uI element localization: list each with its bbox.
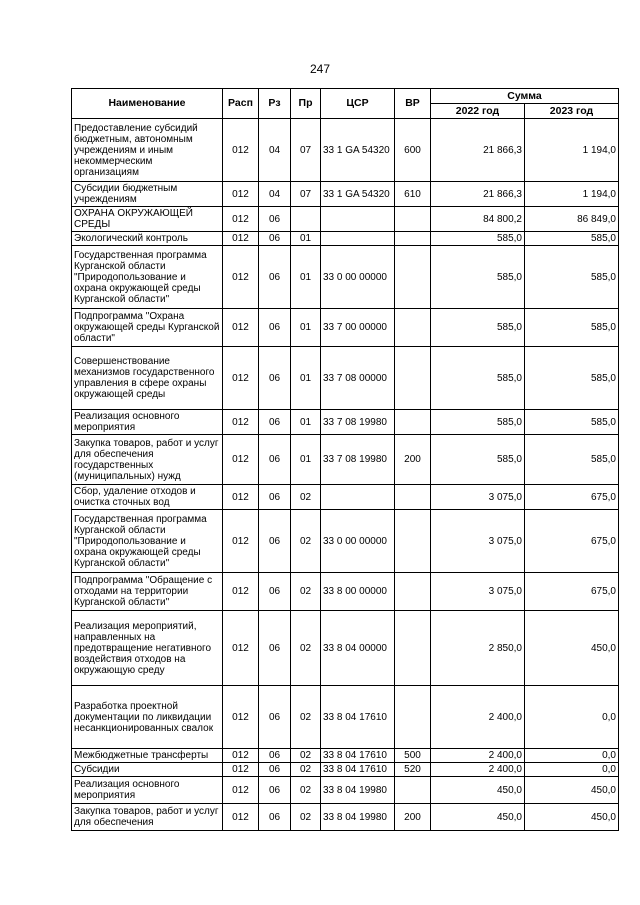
table-row bbox=[72, 309, 619, 347]
cell-2022: 2 400,0 bbox=[431, 749, 525, 763]
cell-rasp: 012 bbox=[223, 804, 259, 831]
table-row bbox=[72, 804, 619, 831]
cell-csr: 33 7 08 00000 bbox=[321, 347, 395, 410]
cell-name: Субсидии бюджетным учреждениям bbox=[72, 182, 223, 207]
cell-rasp: 012 bbox=[223, 510, 259, 573]
cell-pr: 02 bbox=[291, 804, 321, 831]
cell-rz: 06 bbox=[259, 573, 291, 611]
cell-pr: 02 bbox=[291, 749, 321, 763]
cell-vr bbox=[395, 246, 431, 309]
header-rz: Рз bbox=[259, 89, 291, 119]
cell-2023: 675,0 bbox=[525, 485, 619, 510]
header-name: Наименование bbox=[72, 89, 223, 119]
cell-csr: 33 8 04 19980 bbox=[321, 777, 395, 804]
cell-rasp: 012 bbox=[223, 435, 259, 485]
cell-rz: 06 bbox=[259, 347, 291, 410]
cell-pr: 02 bbox=[291, 485, 321, 510]
cell-2022: 21 866,3 bbox=[431, 182, 525, 207]
cell-vr bbox=[395, 686, 431, 749]
cell-rasp: 012 bbox=[223, 182, 259, 207]
cell-2023: 585,0 bbox=[525, 410, 619, 435]
cell-pr: 07 bbox=[291, 119, 321, 182]
cell-rz: 06 bbox=[259, 309, 291, 347]
cell-rz: 06 bbox=[259, 246, 291, 309]
cell-pr: 01 bbox=[291, 232, 321, 246]
header-csr: ЦСР bbox=[321, 89, 395, 119]
cell-name: Реализация основного мероприятия bbox=[72, 777, 223, 804]
cell-name: Подпрограмма "Обращение с отходами на территории Курганской области" bbox=[72, 573, 223, 611]
cell-name: Подпрограмма "Охрана окружающей среды Курганской области" bbox=[72, 309, 223, 347]
cell-2023: 585,0 bbox=[525, 246, 619, 309]
cell-name: Совершенствование механизмов государственного управления в сфере охраны окружающей среды bbox=[72, 347, 223, 410]
cell-vr: 600 bbox=[395, 119, 431, 182]
cell-name: Закупка товаров, работ и услуг для обеспечения государственных (муниципальных) нужд bbox=[72, 435, 223, 485]
cell-vr: 500 bbox=[395, 749, 431, 763]
cell-rasp: 012 bbox=[223, 611, 259, 686]
cell-2023: 585,0 bbox=[525, 309, 619, 347]
cell-csr: 33 1 GA 54320 bbox=[321, 182, 395, 207]
cell-vr: 200 bbox=[395, 435, 431, 485]
cell-pr bbox=[291, 207, 321, 232]
cell-pr: 02 bbox=[291, 573, 321, 611]
cell-2022: 84 800,2 bbox=[431, 207, 525, 232]
cell-2023: 675,0 bbox=[525, 510, 619, 573]
cell-2023: 450,0 bbox=[525, 804, 619, 831]
table-row bbox=[72, 749, 619, 763]
cell-name: Реализация мероприятий, направленных на предотвращение негативного воздействия отходов на окружающую среду bbox=[72, 611, 223, 686]
cell-vr bbox=[395, 485, 431, 510]
cell-csr: 33 7 08 19980 bbox=[321, 435, 395, 485]
cell-pr: 02 bbox=[291, 611, 321, 686]
cell-2022: 585,0 bbox=[431, 410, 525, 435]
cell-2022: 450,0 bbox=[431, 804, 525, 831]
cell-name: Предоставление субсидий бюджетным, автономным учреждениям и иным некоммерческим организациям bbox=[72, 119, 223, 182]
cell-2023: 585,0 bbox=[525, 347, 619, 410]
cell-rasp: 012 bbox=[223, 119, 259, 182]
cell-vr bbox=[395, 777, 431, 804]
cell-2023: 585,0 bbox=[525, 232, 619, 246]
cell-rz: 06 bbox=[259, 804, 291, 831]
cell-csr bbox=[321, 485, 395, 510]
cell-vr bbox=[395, 611, 431, 686]
cell-pr: 02 bbox=[291, 510, 321, 573]
cell-rz: 06 bbox=[259, 749, 291, 763]
cell-2023: 585,0 bbox=[525, 435, 619, 485]
cell-csr: 33 8 04 17610 bbox=[321, 686, 395, 749]
cell-2022: 585,0 bbox=[431, 232, 525, 246]
cell-vr bbox=[395, 207, 431, 232]
cell-rasp: 012 bbox=[223, 686, 259, 749]
cell-vr: 200 bbox=[395, 804, 431, 831]
cell-rz: 04 bbox=[259, 119, 291, 182]
cell-2022: 2 400,0 bbox=[431, 763, 525, 777]
cell-name: Субсидии bbox=[72, 763, 223, 777]
table-row bbox=[72, 485, 619, 510]
cell-rasp: 012 bbox=[223, 777, 259, 804]
cell-rz: 06 bbox=[259, 435, 291, 485]
cell-name: Реализация основного мероприятия bbox=[72, 410, 223, 435]
cell-2022: 585,0 bbox=[431, 347, 525, 410]
cell-2023: 450,0 bbox=[525, 611, 619, 686]
cell-2023: 86 849,0 bbox=[525, 207, 619, 232]
cell-name: Закупка товаров, работ и услуг для обеспечения bbox=[72, 804, 223, 831]
cell-rasp: 012 bbox=[223, 763, 259, 777]
header-2023: 2023 год bbox=[525, 104, 619, 119]
cell-rz: 06 bbox=[259, 777, 291, 804]
header-pr: Пр bbox=[291, 89, 321, 119]
cell-pr: 02 bbox=[291, 777, 321, 804]
cell-2022: 3 075,0 bbox=[431, 573, 525, 611]
cell-rz: 06 bbox=[259, 232, 291, 246]
header-2022: 2022 год bbox=[431, 104, 525, 119]
cell-csr: 33 7 08 19980 bbox=[321, 410, 395, 435]
table-header bbox=[72, 89, 619, 119]
cell-rasp: 012 bbox=[223, 485, 259, 510]
cell-rasp: 012 bbox=[223, 246, 259, 309]
cell-name: Разработка проектной документации по ликвидации несанкционированных свалок bbox=[72, 686, 223, 749]
cell-pr: 02 bbox=[291, 686, 321, 749]
table-row bbox=[72, 777, 619, 804]
cell-2022: 450,0 bbox=[431, 777, 525, 804]
cell-rasp: 012 bbox=[223, 309, 259, 347]
cell-rasp: 012 bbox=[223, 749, 259, 763]
cell-csr: 33 8 04 00000 bbox=[321, 611, 395, 686]
cell-2022: 2 850,0 bbox=[431, 611, 525, 686]
table-row bbox=[72, 246, 619, 309]
cell-csr: 33 0 00 00000 bbox=[321, 510, 395, 573]
cell-csr: 33 8 04 19980 bbox=[321, 804, 395, 831]
cell-2023: 1 194,0 bbox=[525, 119, 619, 182]
table-row bbox=[72, 573, 619, 611]
cell-pr: 01 bbox=[291, 410, 321, 435]
cell-name: Межбюджетные трансферты bbox=[72, 749, 223, 763]
cell-vr bbox=[395, 347, 431, 410]
cell-rasp: 012 bbox=[223, 347, 259, 410]
header-sum: Сумма bbox=[431, 89, 619, 104]
cell-csr: 33 0 00 00000 bbox=[321, 246, 395, 309]
table-row bbox=[72, 435, 619, 485]
table-row bbox=[72, 119, 619, 182]
cell-csr: 33 7 00 00000 bbox=[321, 309, 395, 347]
table-row bbox=[72, 347, 619, 410]
cell-rasp: 012 bbox=[223, 573, 259, 611]
cell-name: Экологический контроль bbox=[72, 232, 223, 246]
cell-pr: 01 bbox=[291, 246, 321, 309]
cell-2023: 0,0 bbox=[525, 763, 619, 777]
table-row bbox=[72, 182, 619, 207]
page-number: 247 bbox=[309, 62, 331, 76]
table-body bbox=[72, 119, 619, 831]
cell-pr: 01 bbox=[291, 309, 321, 347]
cell-csr: 33 8 04 17610 bbox=[321, 749, 395, 763]
budget-table bbox=[71, 88, 619, 831]
cell-name: Государственная программа Курганской области "Природопользование и охрана окружающей среды Курганской области" bbox=[72, 246, 223, 309]
cell-2022: 21 866,3 bbox=[431, 119, 525, 182]
cell-csr: 33 8 04 17610 bbox=[321, 763, 395, 777]
cell-rasp: 012 bbox=[223, 232, 259, 246]
cell-pr: 02 bbox=[291, 763, 321, 777]
cell-rasp: 012 bbox=[223, 410, 259, 435]
cell-vr: 520 bbox=[395, 763, 431, 777]
header-vr: ВР bbox=[395, 89, 431, 119]
cell-vr: 610 bbox=[395, 182, 431, 207]
cell-rz: 06 bbox=[259, 485, 291, 510]
cell-2022: 2 400,0 bbox=[431, 686, 525, 749]
cell-name: Государственная программа Курганской области "Природопользование и охрана окружающей среды Курганской области" bbox=[72, 510, 223, 573]
cell-csr bbox=[321, 232, 395, 246]
cell-rz: 06 bbox=[259, 510, 291, 573]
table-row bbox=[72, 232, 619, 246]
cell-2022: 585,0 bbox=[431, 435, 525, 485]
cell-2023: 450,0 bbox=[525, 777, 619, 804]
cell-csr: 33 1 GA 54320 bbox=[321, 119, 395, 182]
cell-rz: 06 bbox=[259, 410, 291, 435]
cell-rz: 06 bbox=[259, 763, 291, 777]
cell-rz: 06 bbox=[259, 686, 291, 749]
table-row bbox=[72, 510, 619, 573]
cell-2023: 1 194,0 bbox=[525, 182, 619, 207]
table-row bbox=[72, 611, 619, 686]
table-row bbox=[72, 207, 619, 232]
table-row bbox=[72, 410, 619, 435]
cell-pr: 01 bbox=[291, 435, 321, 485]
cell-2023: 0,0 bbox=[525, 749, 619, 763]
cell-rz: 06 bbox=[259, 611, 291, 686]
cell-2022: 585,0 bbox=[431, 246, 525, 309]
cell-vr bbox=[395, 410, 431, 435]
cell-2022: 3 075,0 bbox=[431, 510, 525, 573]
cell-pr: 01 bbox=[291, 347, 321, 410]
cell-vr bbox=[395, 232, 431, 246]
table-row bbox=[72, 686, 619, 749]
cell-2022: 585,0 bbox=[431, 309, 525, 347]
cell-csr bbox=[321, 207, 395, 232]
cell-name: ОХРАНА ОКРУЖАЮЩЕЙ СРЕДЫ bbox=[72, 207, 223, 232]
cell-vr bbox=[395, 510, 431, 573]
cell-csr: 33 8 00 00000 bbox=[321, 573, 395, 611]
cell-vr bbox=[395, 309, 431, 347]
cell-name: Сбор, удаление отходов и очистка сточных вод bbox=[72, 485, 223, 510]
cell-2023: 0,0 bbox=[525, 686, 619, 749]
cell-rasp: 012 bbox=[223, 207, 259, 232]
header-rasp: Расп bbox=[223, 89, 259, 119]
cell-2023: 675,0 bbox=[525, 573, 619, 611]
cell-pr: 07 bbox=[291, 182, 321, 207]
cell-rz: 04 bbox=[259, 182, 291, 207]
cell-2022: 3 075,0 bbox=[431, 485, 525, 510]
table-row bbox=[72, 763, 619, 777]
cell-rz: 06 bbox=[259, 207, 291, 232]
cell-vr bbox=[395, 573, 431, 611]
